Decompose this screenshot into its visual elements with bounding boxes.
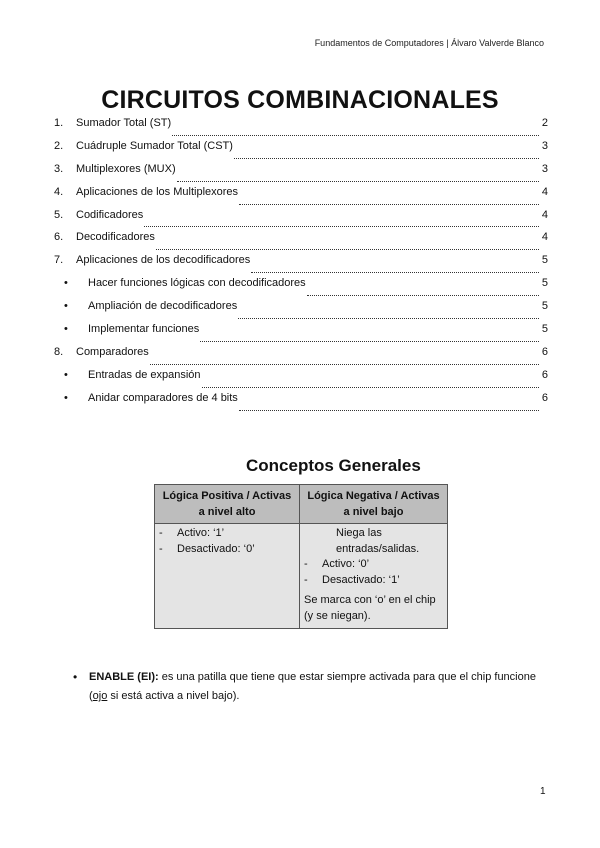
toc-leader-dots — [172, 134, 539, 136]
list-item: - Activo: ‘1’ — [159, 527, 225, 539]
positive-logic-cell — [155, 524, 300, 629]
toc-entry-label: Anidar comparadores de 4 bits — [88, 391, 238, 404]
negative-logic-header: Lógica Negativa / Activas a nivel bajo — [300, 485, 448, 524]
toc-entry[interactable] — [54, 231, 548, 254]
toc-entry-number: 2. — [54, 139, 64, 152]
toc-entry-number: • — [64, 300, 68, 313]
concepts-table — [154, 484, 448, 629]
toc-entry-label: Decodificadores — [76, 231, 155, 244]
toc-entry-number: • — [64, 391, 68, 404]
list-item: - Desactivado: ‘1’ — [304, 573, 400, 586]
toc-entry-label: Comparadores — [76, 345, 149, 358]
table-of-contents — [54, 117, 548, 415]
toc-entry[interactable] — [54, 277, 548, 300]
toc-entry[interactable] — [54, 300, 548, 323]
toc-entry[interactable] — [54, 117, 548, 140]
enable-note — [73, 668, 553, 706]
toc-entry-label: Multiplexores (MUX) — [76, 162, 176, 175]
toc-entry-label: Sumador Total (ST) — [76, 117, 172, 129]
concepts-title: Conceptos Generales — [246, 456, 421, 475]
toc-entry-number: 4. — [54, 185, 64, 198]
toc-entry-number: • — [64, 323, 68, 336]
toc-entry-label: Implementar funciones — [88, 323, 200, 336]
toc-entry[interactable] — [54, 254, 548, 277]
toc-entry-page: 5 — [541, 277, 548, 290]
bullet-icon: • — [73, 670, 78, 684]
toc-entry-label: Aplicaciones de los decodificadores — [76, 254, 251, 267]
toc-entry-label: Hacer funciones lógicas con decodificadores — [88, 277, 306, 290]
toc-leader-dots — [239, 409, 539, 411]
toc-entry-number: • — [64, 277, 68, 290]
toc-entry-number: 6. — [54, 231, 64, 244]
toc-entry[interactable] — [54, 346, 548, 369]
toc-entry-page: 5 — [541, 323, 548, 336]
toc-entry-number: • — [64, 368, 68, 381]
toc-entry-page: 6 — [541, 368, 548, 381]
toc-entry-label: Cuádruple Sumador Total (CST) — [76, 139, 233, 152]
toc-entry-page: 4 — [541, 231, 548, 244]
toc-entry-label: Aplicaciones de los Multiplexores — [76, 185, 239, 198]
toc-entry-page: 5 — [541, 254, 548, 267]
toc-leader-dots — [202, 386, 539, 388]
toc-entry[interactable] — [54, 140, 548, 163]
toc-entry-page: 3 — [541, 162, 548, 175]
page-header: Fundamentos de Computadores | Álvaro Valverde Blanco — [314, 38, 544, 48]
negative-logic-intro: Niega las entradas/salidas. — [336, 527, 420, 555]
list-item: - Desactivado: ‘0’ — [159, 542, 255, 555]
toc-leader-dots — [150, 363, 539, 365]
toc-leader-dots — [177, 180, 539, 182]
toc-leader-dots — [239, 203, 539, 205]
toc-entry-number: 5. — [54, 208, 64, 221]
toc-entry[interactable] — [54, 323, 548, 346]
toc-entry-page: 3 — [541, 139, 548, 152]
toc-leader-dots — [238, 317, 539, 319]
toc-entry-label: Codificadores — [76, 208, 144, 221]
positive-logic-header: Lógica Positiva / Activas a nivel alto — [155, 485, 300, 524]
toc-leader-dots — [234, 157, 539, 159]
toc-entry-page: 5 — [541, 300, 548, 313]
negative-logic-cell — [300, 524, 448, 629]
toc-leader-dots — [156, 248, 539, 250]
negative-logic-note: Se marca con ‘o’ en el chip (y se niegan). — [304, 594, 436, 622]
toc-leader-dots — [144, 225, 539, 227]
toc-entry-page: 6 — [541, 345, 548, 358]
toc-entry-number: 1. — [54, 117, 64, 129]
toc-leader-dots — [251, 271, 539, 273]
list-item: - Activo: ‘0’ — [304, 558, 370, 570]
toc-entry-label: Ampliación de decodificadores — [88, 300, 238, 313]
toc-entry-number: 7. — [54, 254, 64, 267]
toc-leader-dots — [200, 340, 539, 342]
toc-entry-number: 3. — [54, 162, 64, 175]
toc-entry-page: 6 — [541, 391, 548, 404]
toc-entry[interactable] — [54, 392, 548, 415]
toc-entry[interactable] — [54, 369, 548, 392]
toc-entry[interactable] — [54, 163, 548, 186]
document-title: CIRCUITOS COMBINACIONALES — [101, 86, 499, 114]
toc-entry-number: 8. — [54, 345, 64, 358]
page-number: 1 — [540, 786, 546, 797]
toc-entry[interactable] — [54, 186, 548, 209]
toc-entry[interactable] — [54, 209, 548, 232]
toc-leader-dots — [307, 294, 539, 296]
enable-note-text: ENABLE (EI): es una patilla que tiene que estar siempre activada para que el chip funcione (ojo si está activa a nivel bajo). — [89, 671, 536, 702]
toc-entry-page: 2 — [541, 117, 548, 129]
toc-entry-label: Entradas de expansión — [88, 368, 201, 381]
toc-entry-page: 4 — [541, 185, 548, 198]
toc-entry-page: 4 — [541, 208, 548, 221]
